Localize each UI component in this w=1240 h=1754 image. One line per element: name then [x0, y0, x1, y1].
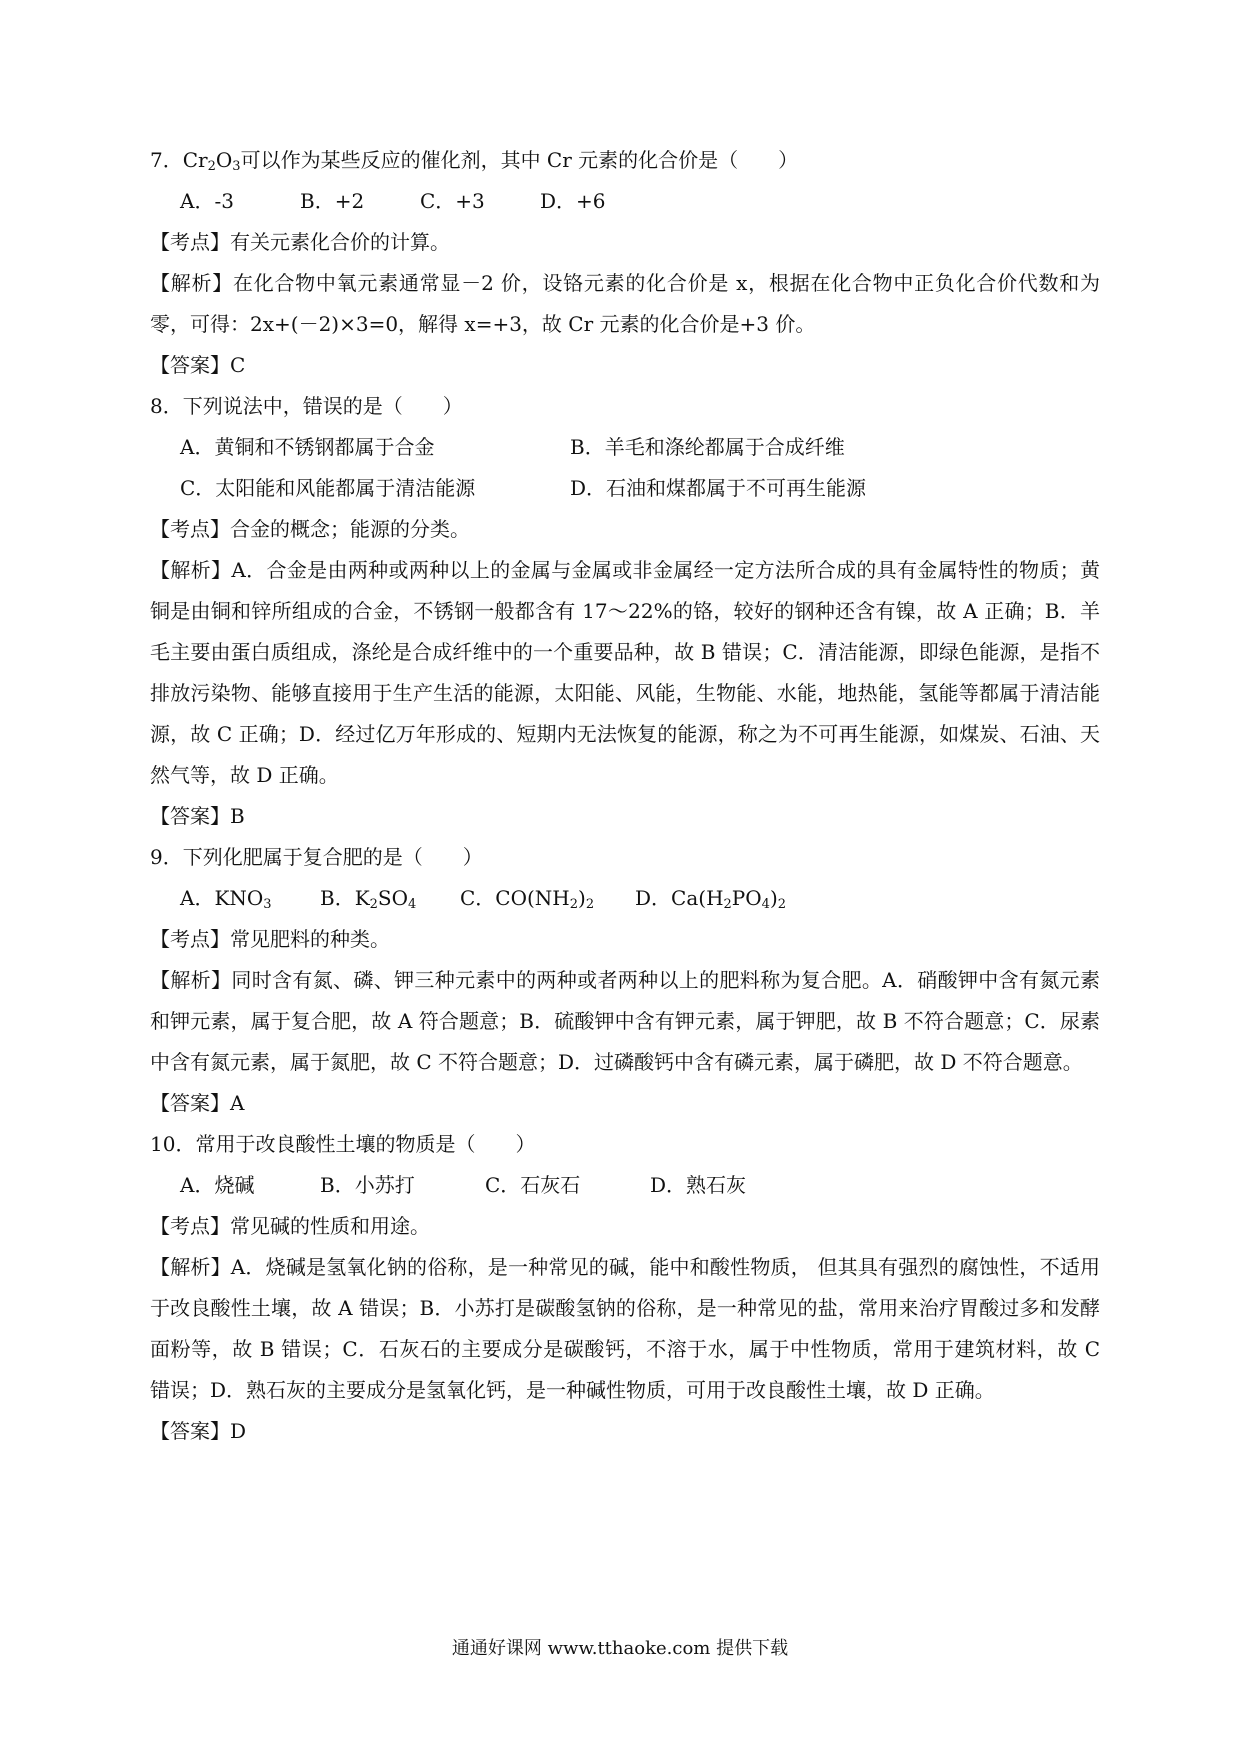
- option-d: D．$Ca(H_2PO_4)_2$: [635, 886, 787, 912]
- option-d: D．+6: [540, 189, 606, 213]
- question-7-kaodian: 【考点】有关元素化合价的计算。: [150, 230, 450, 254]
- option-a: A．黄铜和不锈钢都属于合金: [180, 435, 435, 459]
- question-9-kaodian: 【考点】常见肥料的种类。: [150, 927, 390, 951]
- question-10-options: [150, 1165, 1100, 1206]
- option-b: B．$K_2SO_4$: [320, 886, 417, 912]
- option-c: C．石灰石: [485, 1173, 581, 1197]
- question-8-jiexi: 【解析】A．合金是由两种或两种以上的金属与金属或非金属经一定方法所合成的具有金属特性的物质；黄铜是由铜和锌所组成的合金，不锈钢一般都含有 17～22%的铬，较好的钢种还含有镍，故 A 正确；B．羊毛主要由蛋白质组成，涤纶是合成纤维中的一个重要品种，故 B 错误；C．清洁能源，即绿色能源，是指不排放污染物、能够直接用于生产生活的能源，太阳能、风能，生物能、水能，地热能，氢能等都属于清洁能源，故 C 正确；D．经过亿万年形成的、短期内无法恢复的能源，称之为不可再生能源，如煤炭、石油、天然气等，故 D 正确。: [150, 558, 1100, 787]
- question-8-stem: 8．下列说法中，错误的是（ ）: [150, 394, 463, 418]
- option-c: C．太阳能和风能都属于清洁能源: [180, 476, 476, 500]
- option-c: C．$CO(NH_2)_2$: [460, 886, 595, 912]
- question-8-options-row-2: [150, 468, 1100, 509]
- question-7-answer: 【答案】C: [150, 353, 246, 377]
- question-9-answer: 【答案】A: [150, 1091, 245, 1115]
- option-b: B．小苏打: [320, 1173, 415, 1197]
- question-10-jiexi: 【解析】A．烧碱是氢氧化钠的俗称，是一种常见的碱，能中和酸性物质， 但其具有强烈的腐蚀性，不适用于改良酸性土壤，故 A 错误；B．小苏打是碳酸氢钠的俗称，是一种常见的盐，常用来治疗胃酸过多和发酵面粉等，故 B 错误；C．石灰石的主要成分是碳酸钙，不溶于水，属于中性物质，常用于建筑材料，故 C 错误；D．熟石灰的主要成分是氢氧化钙，是一种碱性物质，可用于改良酸性土壤，故 D 正确。: [150, 1255, 1101, 1402]
- question-7-options: [150, 181, 1100, 222]
- question-7-jiexi: 【解析】在化合物中氧元素通常显－2 价，设铬元素的化合价是 x，根据在化合物中正负化合价代数和为零，可得：2x+(－2)×3=0，解得 x=+3，故 Cr 元素的化合价是+3 价。: [150, 271, 1101, 336]
- option-d: D．熟石灰: [650, 1173, 747, 1197]
- question-10-kaodian: 【考点】常见碱的性质和用途。: [150, 1214, 430, 1238]
- option-b: B．+2: [300, 189, 365, 213]
- question-9-options: [150, 878, 1100, 919]
- option-c: C．+3: [420, 189, 485, 213]
- option-a: A．$KNO_3$: [180, 886, 272, 912]
- document-page: [150, 140, 1100, 1452]
- option-a: A．-3: [180, 189, 234, 213]
- option-a: A．烧碱: [180, 1173, 255, 1197]
- question-8-options-row-1: [150, 427, 1100, 468]
- option-b: B．羊毛和涤纶都属于合成纤维: [570, 435, 845, 459]
- page-footer: 通通好课网 www.tthaoke.com 提供下载: [451, 1638, 789, 1659]
- question-9-jiexi: 【解析】同时含有氮、磷、钾三种元素中的两种或者两种以上的肥料称为复合肥。A．硝酸钾中含有氮元素和钾元素，属于复合肥，故 A 符合题意；B．硫酸钾中含有钾元素，属于钾肥，故 B 不符合题意；C．尿素中含有氮元素，属于氮肥，故 C 不符合题意；D．过磷酸钙中含有磷元素，属于磷肥，故 D 不符合题意。: [150, 968, 1100, 1074]
- question-8-answer: 【答案】B: [150, 804, 245, 828]
- option-d: D．石油和煤都属于不可再生能源: [570, 476, 867, 500]
- question-10-stem: 10．常用于改良酸性土壤的物质是（ ）: [150, 1132, 536, 1156]
- question-7-stem: 7．$Cr_2O_3$可以作为某些反应的催化剂，其中 Cr 元素的化合价是（ ）: [150, 148, 799, 174]
- question-8-kaodian: 【考点】合金的概念；能源的分类。: [150, 517, 470, 541]
- question-9-stem: 9．下列化肥属于复合肥的是（ ）: [150, 845, 483, 869]
- question-10-answer: 【答案】D: [150, 1419, 247, 1443]
